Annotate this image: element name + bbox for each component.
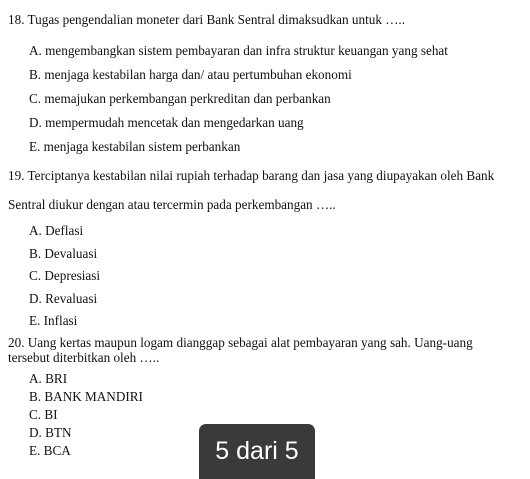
question-18-option-b: B. menjaga kestabilan harga dan/ atau pertumbuhan ekonomi <box>29 67 352 82</box>
question-19-option-c: C. Depresiasi <box>29 268 101 283</box>
question-18-text: 18. Tugas pengendalian moneter dari Bank Sentral dimaksudkan untuk ….. <box>8 12 406 27</box>
question-19-text-line2: Sentral diukur dengan atau tercermin pada perkembangan ….. <box>8 197 336 212</box>
question-19-option-d: D. Revaluasi <box>29 291 98 306</box>
question-19-option-e: E. Inflasi <box>29 313 78 328</box>
question-19-text-line1: 19. Terciptanya kestabilan nilai rupiah terhadap barang dan jasa yang diupayakan oleh Bank <box>8 168 495 183</box>
question-18-option-c: C. memajukan perkembangan perkreditan dan perbankan <box>29 91 331 106</box>
question-20-option-e: E. BCA <box>29 443 71 458</box>
page-indicator: 5 dari 5 <box>199 424 315 479</box>
question-20-option-a: A. BRI <box>29 371 68 386</box>
question-20-text-line2: tersebut diterbitkan oleh ….. <box>8 350 160 365</box>
question-20-option-c: C. BI <box>29 407 58 422</box>
question-19-option-a: A. Deflasi <box>29 223 84 238</box>
question-18-option-e: E. menjaga kestabilan sistem perbankan <box>29 139 241 154</box>
question-20-option-b: B. BANK MANDIRI <box>29 389 143 404</box>
question-19-option-b: B. Devaluasi <box>29 246 98 261</box>
question-20-text-line1: 20. Uang kertas maupun logam dianggap sebagai alat pembayaran yang sah. Uang-uang <box>8 335 473 350</box>
question-18-option-d: D. mempermudah mencetak dan mengedarkan uang <box>29 115 304 130</box>
question-20-option-d: D. BTN <box>29 425 72 440</box>
question-18-option-a: A. mengembangkan sistem pembayaran dan infra struktur keuangan yang sehat <box>29 43 448 58</box>
